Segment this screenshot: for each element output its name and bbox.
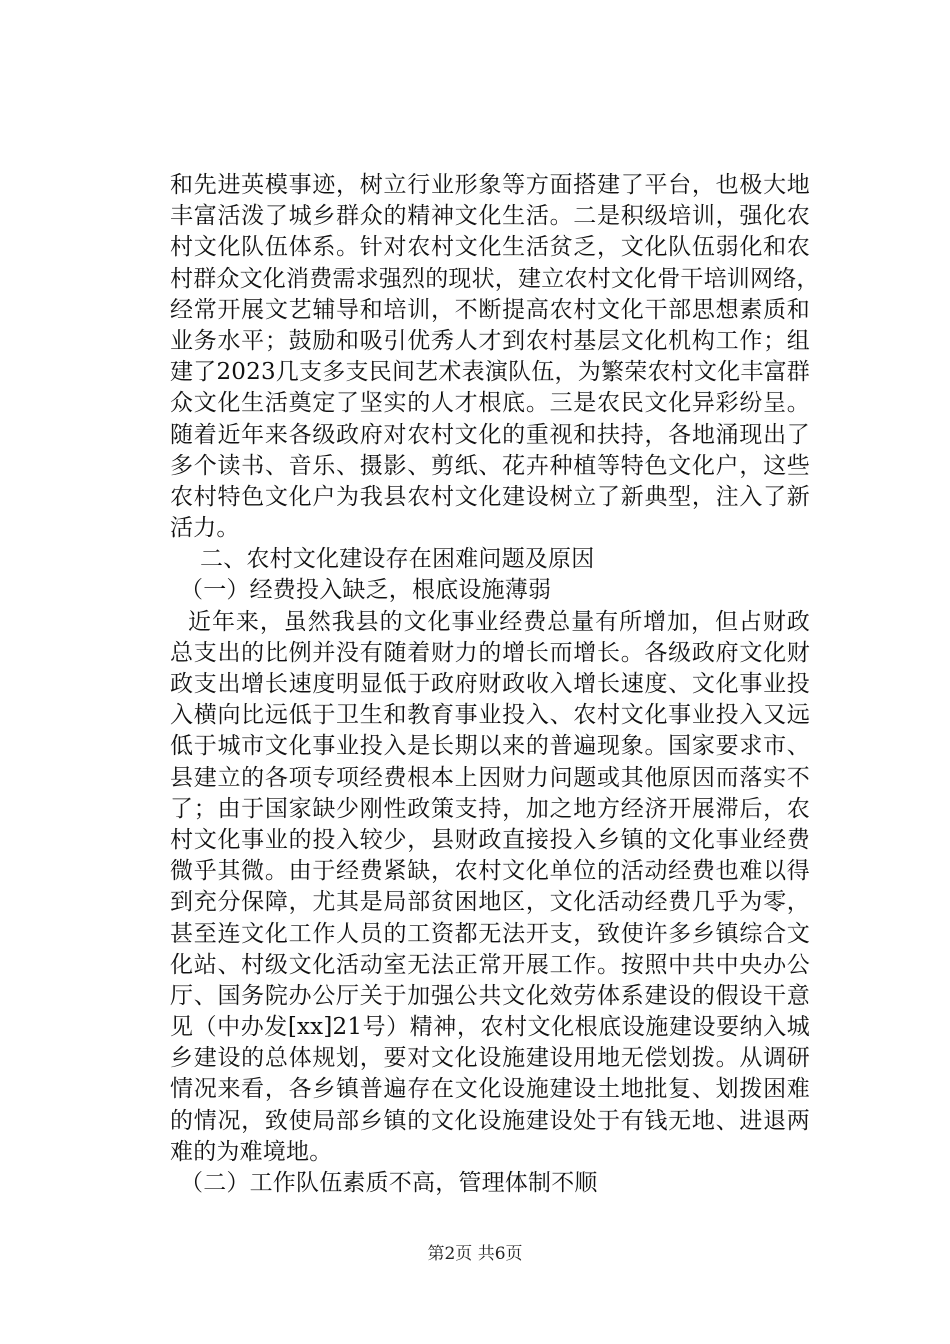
body-text — [170, 170, 820, 1199]
text-line: 活力。 — [170, 515, 240, 542]
text-line: 业务水平；鼓励和吸引优秀人才到农村基层文化机构工作；组 — [170, 327, 810, 354]
text-line: 难的为难境地。 — [170, 1138, 333, 1165]
text-line: 村文化事业的投入较少，县财政直接投入乡镇的文化事业经费 — [170, 826, 810, 853]
section-heading: 二、农村文化建设存在困难问题及原因 — [200, 546, 595, 573]
text-line: 多个读书、音乐、摄影、剪纸、花卉种植等特色文化户，这些 — [170, 452, 810, 479]
subsection-heading: （二）工作队伍素质不高，管理体制不顺 — [180, 1170, 598, 1196]
text-line: 总支出的比例并没有随着财力的增长而增长。各级政府文化财 — [170, 639, 810, 666]
text-line: 厅、国务院办公厅关于加强公共文化效劳体系建设的假设干意 — [170, 982, 810, 1009]
text-line: 众文化生活奠定了坚实的人才根底。三是农民文化异彩纷呈。 — [170, 390, 810, 417]
page-number-footer: 第2页 共6页 — [427, 1244, 523, 1264]
text-line: 农村特色文化户为我县农村文化建设树立了新典型，注入了新 — [170, 483, 810, 510]
text-line: 村文化队伍体系。针对农村文化生活贫乏，文化队伍弱化和农 — [170, 234, 810, 261]
text-line: 村群众文化消费需求强烈的现状，建立农村文化骨干培训网络， — [170, 265, 820, 292]
text-line: 情况来看，各乡镇普遍存在文化设施建设土地批复、划拨困难 — [170, 1076, 810, 1103]
text-line: 建了2023几支多支民间艺术表演队伍，为繁荣农村文化丰富群 — [170, 359, 810, 386]
text-line: 低于城市文化事业投入是长期以来的普遍现象。国家要求市、 — [170, 733, 810, 760]
text-line: 的情况，致使局部乡镇的文化设施建设处于有钱无地、进退两 — [170, 1107, 810, 1134]
text-line: 化站、村级文化活动室无法正常开展工作。按照中共中央办公 — [170, 951, 810, 978]
text-line: 随着近年来各级政府对农村文化的重视和扶持，各地涌现出了 — [170, 421, 810, 448]
text-line: 见（中办发[xx]21号）精神，农村文化根底设施建设要纳入城 — [170, 1014, 810, 1041]
paragraph-first-line: 近年来，虽然我县的文化事业经费总量有所增加，但占财政 — [188, 608, 810, 635]
text-line: 县建立的各项专项经费根本上因财力问题或其他原因而落实不 — [170, 764, 810, 791]
text-line: 政支出增长速度明显低于政府财政收入增长速度、文化事业投 — [170, 671, 810, 697]
text-line: 了；由于国家缺少刚性政策支持，加之地方经济开展滞后，农 — [170, 795, 810, 822]
text-line: 微乎其微。由于经费紧缺，农村文化单位的活动经费也难以得 — [170, 858, 810, 885]
text-line: 入横向比远低于卫生和教育事业投入、农村文化事业投入又远 — [170, 702, 810, 729]
text-line: 经常开展文艺辅导和培训，不断提高农村文化干部思想素质和 — [170, 296, 810, 323]
text-line: 丰富活泼了城乡群众的精神文化生活。二是积级培训，强化农 — [170, 203, 810, 230]
text-line: 甚至连文化工作人员的工资都无法开支，致使许多乡镇综合文 — [170, 920, 810, 947]
text-line: 到充分保障，尤其是局部贫困地区，文化活动经费几乎为零， — [170, 889, 810, 916]
text-line: 和先进英模事迹，树立行业形象等方面搭建了平台，也极大地 — [170, 172, 810, 198]
text-line: 乡建设的总体规划，要对文化设施建设用地无偿划拨。从调研 — [170, 1045, 810, 1072]
subsection-heading: （一）经费投入缺乏，根底设施薄弱 — [180, 577, 552, 604]
